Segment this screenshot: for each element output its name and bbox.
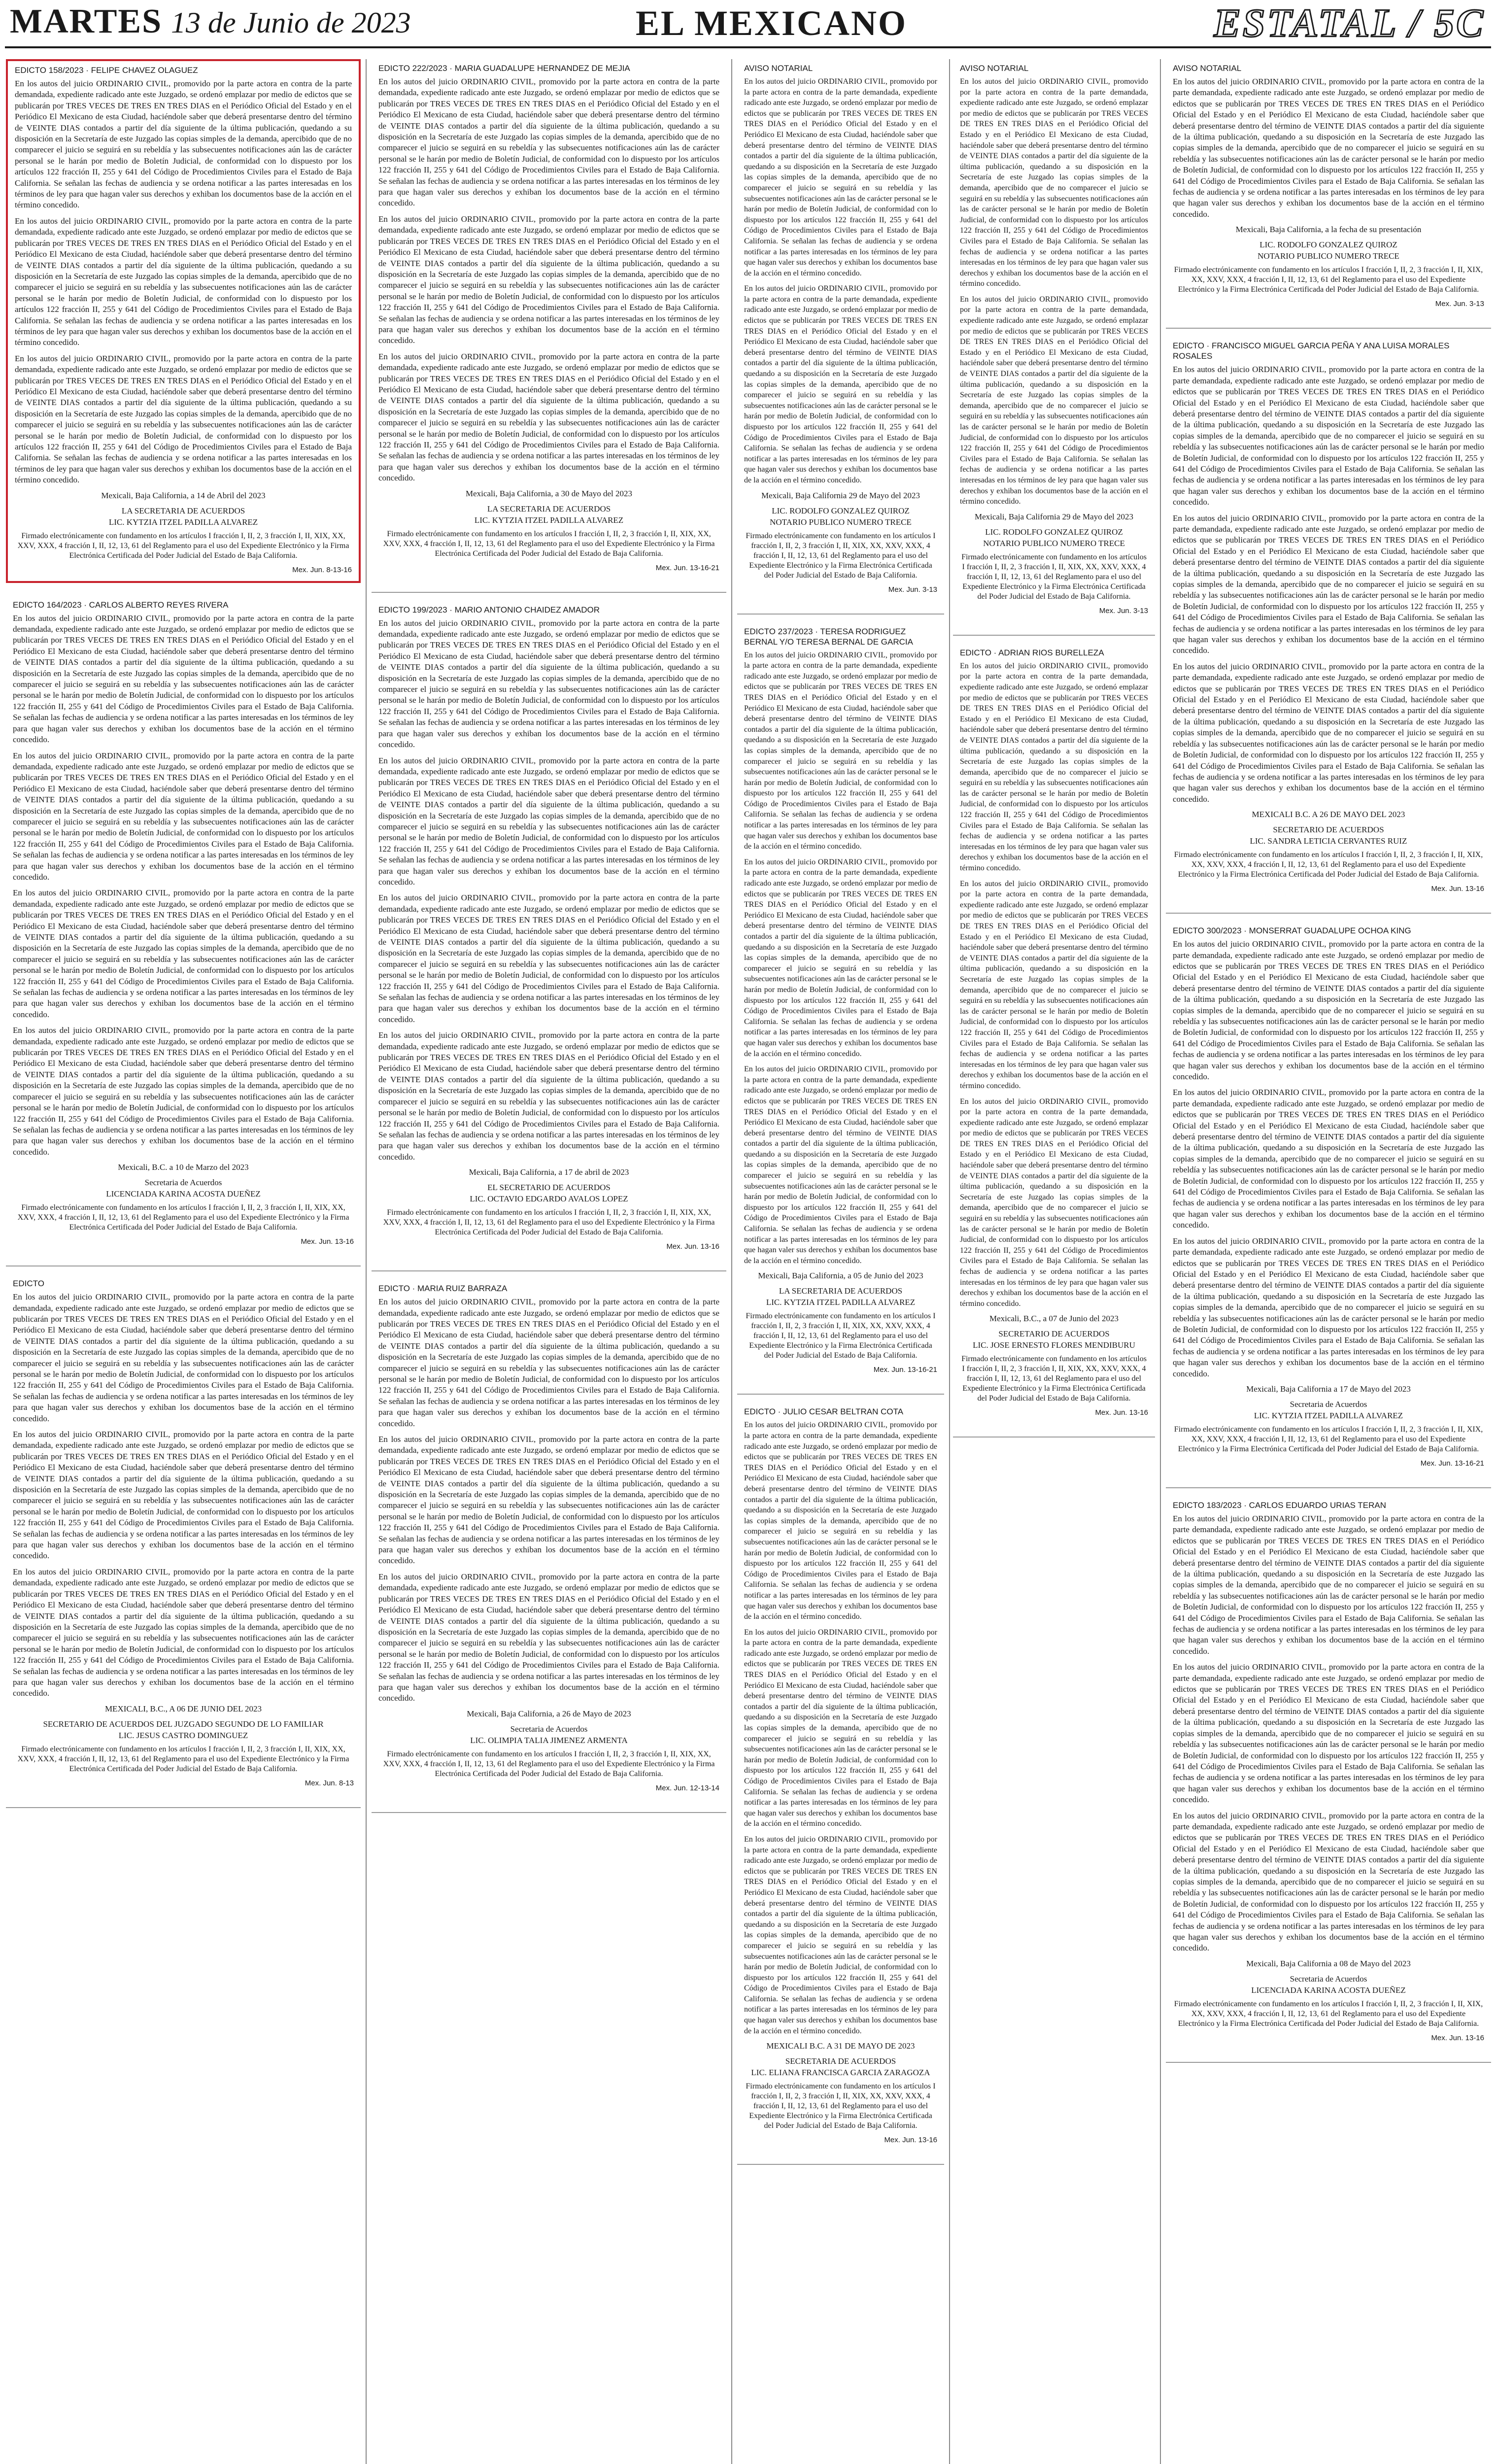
signature-title: Secretaria de Acuerdos xyxy=(1290,1974,1367,1984)
edict-date: Mexicali, Baja California, a 30 de Mayo del 2023 xyxy=(465,488,633,498)
edict-body-paragraph: En los autos del juicio ORDINARIO CIVIL, promovido por la parte actora en contra de la parte demandada, expediente radicado ante este Juzgado, se ordenó emplazar por medio de edictos que se publicarán por TRES VECES DE TRES EN TRES DIAS en el Periódico Oficial del Estado y en el Periódico El Mexicano de esta Ciudad, haciéndole saber que deberá presentarse dentro del término de VEINTE DIAS contados a partir del día siguiente de la última publicación, quedando a su disposición en la Secretaría de este Juzgado las copias simples de la demanda, apercibido que de no comparecer el juicio se seguirá en su rebeldía y las subsecuentes notificaciones aún las de carácter personal se le harán por medio de Boletín Judicial, de conformidad con lo dispuesto por los artículos 122 fracción II, 255 y 641 del Código de Procedimientos Civiles para el Estado de Baja California. Se señalan las fechas de audiencia y se ordena notificar a las partes interesadas en los términos de ley para que hagan valer sus derechos y exhiban los documentos base de la acción en el término concedido. xyxy=(13,751,354,882)
column-1 xyxy=(6,59,361,2464)
edict-divider xyxy=(1166,913,1491,914)
edict-body-paragraph: En los autos del juicio ORDINARIO CIVIL, promovido por la parte actora en contra de la parte demandada, expediente radicado ante este Juzgado, se ordenó emplazar por medio de edictos que se publicarán por TRES VECES DE TRES EN TRES DIAS en el Periódico Oficial del Estado y en el Periódico El Mexicano de esta Ciudad, haciéndole saber que deberá presentarse dentro del término de VEINTE DIAS contados a partir del día siguiente de la última publicación, quedando a su disposición en la Secretaría de este Juzgado las copias simples de la demanda, apercibido que de no comparecer el juicio se seguirá en su rebeldía y las subsecuentes notificaciones aún las de carácter personal se le harán por medio de Boletín Judicial, de conformidad con lo dispuesto por los artículos 122 fracción II, 255 y 641 del Código de Procedimientos Civiles para el Estado de Baja California. Se señalan las fechas de audiencia y se ordena notificar a las partes interesadas en los términos de ley para que hagan valer sus derechos y exhiban los documentos base de la acción en el término concedido. xyxy=(378,893,719,1024)
edict-body-paragraph: En los autos del juicio ORDINARIO CIVIL, promovido por la parte actora en contra de la parte demandada, expediente radicado ante este Juzgado, se ordenó emplazar por medio de edictos que se publicarán por TRES VECES DE TRES EN TRES DIAS en el Periódico Oficial del Estado y en el Periódico El Mexicano de esta Ciudad, haciéndole saber que deberá presentarse dentro del término de VEINTE DIAS contados a partir del día siguiente de la última publicación, quedando a su disposición en la Secretaría de este Juzgado las copias simples de la demanda, apercibido que de no comparecer el juicio se seguirá en su rebeldía y las subsecuentes notificaciones aún las de carácter personal se le harán por medio de Boletín Judicial, de conformidad con lo dispuesto por los artículos 122 fracción II, 255 y 641 del Código de Procedimientos Civiles para el Estado de Baja California. Se señalan las fechas de audiencia y se ordena notificar a las partes interesadas en los términos de ley para que hagan valer sus derechos y exhiban los documentos base de la acción en el término concedido. xyxy=(960,879,1148,1090)
electronic-signature-note: Firmado electrónicamente con fundamento en los artículos I fracción I, II, 2, 3 fracción I, II, XIX, XX, XXV, XXX, 4 fracción I, II, 12, 13, 61 del Reglamento para el uso del Expediente Electrónico y la Firma Electrónica Certificada del Poder Judicial del Estado de Baja California. xyxy=(961,552,1147,601)
signature-title: LIC. RODOLFO GONZALEZ QUIROZ xyxy=(985,527,1123,537)
edict-body-paragraph: En los autos del juicio ORDINARIO CIVIL, promovido por la parte actora en contra de la parte demandada, expediente radicado ante este Juzgado, se ordenó emplazar por medio de edictos que se publicarán por TRES VECES DE TRES EN TRES DIAS en el Periódico Oficial del Estado y en el Periódico El Mexicano de esta Ciudad, haciéndole saber que deberá presentarse dentro del término de VEINTE DIAS contados a partir del día siguiente de la última publicación, quedando a su disposición en la Secretaría de este Juzgado las copias simples de la demanda, apercibido que de no comparecer el juicio se seguirá en su rebeldía y las subsecuentes notificaciones aún las de carácter personal se le harán por medio de Boletín Judicial, de conformidad con lo dispuesto por los artículos 122 fracción II, 255 y 641 del Código de Procedimientos Civiles para el Estado de Baja California. Se señalan las fechas de audiencia y se ordena notificar a las partes interesadas en los términos de ley para que hagan valer sus derechos y exhiban los documentos base de la acción en el término concedido. xyxy=(744,1835,937,2035)
signature-title: LIC. RODOLFO GONZALEZ QUIROZ xyxy=(1259,240,1397,250)
edict-body-paragraph: En los autos del juicio ORDINARIO CIVIL, promovido por la parte actora en contra de la parte demandada, expediente radicado ante este Juzgado, se ordenó emplazar por medio de edictos que se publicarán por TRES VECES DE TRES EN TRES DIAS en el Periódico Oficial del Estado y en el Periódico El Mexicano de esta Ciudad, haciéndole saber que deberá presentarse dentro del término de VEINTE DIAS contados a partir del día siguiente de la última publicación, quedando a su disposición en la Secretaría de este Juzgado las copias simples de la demanda, apercibido que de no comparecer el juicio se seguirá en su rebeldía y las subsecuentes notificaciones aún las de carácter personal se le harán por medio de Boletín Judicial, de conformidad con lo dispuesto por los artículos 122 fracción II, 255 y 641 del Código de Procedimientos Civiles para el Estado de Baja California. Se señalan las fechas de audiencia y se ordena notificar a las partes interesadas en los términos de ley para que hagan valer sus derechos y exhiban los documentos base de la acción en el término concedido. xyxy=(1173,939,1484,1081)
edict-divider xyxy=(953,635,1155,636)
electronic-signature-note: Firmado electrónicamente con fundamento en los artículos I fracción I, II, 2, 3 fracción I, II, XIX, XX, XXV, XXX, 4 fracción I, II, 12, 13, 61 del Reglamento para el uso del Expediente Electrónico y la Firma Electrónica Certificada del Poder Judicial del Estado de Baja California. xyxy=(961,1355,1147,1403)
edict-notice xyxy=(1166,922,1491,1474)
publication-dates: Mex. Jun. 13-16 xyxy=(1095,1408,1148,1417)
edict-header: EDICTO 158/2023 · FELIPE CHAVEZ OLAGUEZ xyxy=(15,66,198,75)
electronic-signature-note: Firmado electrónicamente con fundamento en los artículos I fracción I, II, 2, 3 fracción I, II, XIX, XX, XXV, XXX, 4 fracción I, II, 12, 13, 61 del Reglamento para el uso del Expediente Electrónico y la Firma Electrónica Certificada del Poder Judicial del Estado de Baja California. xyxy=(746,2082,936,2130)
edict-date: Mexicali, Baja California, a 17 de abril de 2023 xyxy=(469,1167,629,1177)
electronic-signature-note: Firmado electrónicamente con fundamento en los artículos I fracción I, II, 2, 3 fracción I, II, XIX, XX, XXV, XXX, 4 fracción I, II, 12, 13, 61 del Reglamento para el uso del Expediente Electrónico y la Firma Electrónica Certificada del Poder Judicial del Estado de Baja California. xyxy=(746,1312,936,1360)
edict-notice xyxy=(1166,1496,1491,2049)
edict-body-paragraph: En los autos del juicio ORDINARIO CIVIL, promovido por la parte actora en contra de la parte demandada, expediente radicado ante este Juzgado, se ordenó emplazar por medio de edictos que se publicarán por TRES VECES DE TRES EN TRES DIAS en el Periódico Oficial del Estado y en el Periódico El Mexicano de esta Ciudad, haciéndole saber que deberá presentarse dentro del término de VEINTE DIAS contados a partir del día siguiente de la última publicación, quedando a su disposición en la Secretaría de este Juzgado las copias simples de la demanda, apercibido que de no comparecer el juicio se seguirá en su rebeldía y las subsecuentes notificaciones aún las de carácter personal se le harán por medio de Boletín Judicial, de conformidad con lo dispuesto por los artículos 122 fracción II, 255 y 641 del Código de Procedimientos Civiles para el Estado de Baja California. Se señalan las fechas de audiencia y se ordena notificar a las partes interesadas en los términos de ley para que hagan valer sus derechos y exhiban los documentos base de la acción en el término concedido. xyxy=(15,353,352,485)
column-rule xyxy=(949,59,950,2464)
electronic-signature-note: Firmado electrónicamente con fundamento en los artículos I fracción I, II, 2, 3 fracción I, II, XIX, XX, XXV, XXX, 4 fracción I, II, 12, 13, 61 del Reglamento para el uso del Expediente Electrónico y la Firma Electrónica Certificada del Poder Judicial del Estado de Baja California. xyxy=(383,1208,715,1237)
signature-name: LIC. KYTZIA ITZEL PADILLA ALVAREZ xyxy=(1254,1410,1403,1420)
publication-dates: Mex. Jun. 8-13-16 xyxy=(292,565,352,574)
column-5 xyxy=(1166,59,1491,2464)
column-rule xyxy=(1160,59,1161,2464)
edict-divider xyxy=(1166,1487,1491,1488)
edict-body-paragraph: En los autos del juicio ORDINARIO CIVIL, promovido por la parte actora en contra de la parte demandada, expediente radicado ante este Juzgado, se ordenó emplazar por medio de edictos que se publicarán por TRES VECES DE TRES EN TRES DIAS en el Periódico Oficial del Estado y en el Periódico El Mexicano de esta Ciudad, haciéndole saber que deberá presentarse dentro del término de VEINTE DIAS contados a partir del día siguiente de la última publicación, quedando a su disposición en la Secretaría de este Juzgado las copias simples de la demanda, apercibido que de no comparecer el juicio se seguirá en su rebeldía y las subsecuentes notificaciones aún las de carácter personal se le harán por medio de Boletín Judicial, de conformidad con lo dispuesto por los artículos 122 fracción II, 255 y 641 del Código de Procedimientos Civiles para el Estado de Baja California. Se señalan las fechas de audiencia y se ordena notificar a las partes interesadas en los términos de ley para que hagan valer sus derechos y exhiban los documentos base de la acción en el término concedido. xyxy=(15,216,352,347)
edict-body-paragraph: En los autos del juicio ORDINARIO CIVIL, promovido por la parte actora en contra de la parte demandada, expediente radicado ante este Juzgado, se ordenó emplazar por medio de edictos que se publicarán por TRES VECES DE TRES EN TRES DIAS en el Periódico Oficial del Estado y en el Periódico El Mexicano de esta Ciudad, haciéndole saber que deberá presentarse dentro del término de VEINTE DIAS contados a partir del día siguiente de la última publicación, quedando a su disposición en la Secretaría de este Juzgado las copias simples de la demanda, apercibido que de no comparecer el juicio se seguirá en su rebeldía y las subsecuentes notificaciones aún las de carácter personal se le harán por medio de Boletín Judicial, de conformidad con lo dispuesto por los artículos 122 fracción II, 255 y 641 del Código de Procedimientos Civiles para el Estado de Baja California. Se señalan las fechas de audiencia y se ordena notificar a las partes interesadas en los términos de ley para que hagan valer sus derechos y exhiban los documentos base de la acción en el término concedido. xyxy=(378,1297,719,1428)
edict-signature xyxy=(744,506,937,527)
edict-body-paragraph: En los autos del juicio ORDINARIO CIVIL, promovido por la parte actora en contra de la parte demandada, expediente radicado ante este Juzgado, se ordenó emplazar por medio de edictos que se publicarán por TRES VECES DE TRES EN TRES DIAS en el Periódico Oficial del Estado y en el Periódico El Mexicano de esta Ciudad, haciéndole saber que deberá presentarse dentro del término de VEINTE DIAS contados a partir del día siguiente de la última publicación, quedando a su disposición en la Secretaría de este Juzgado las copias simples de la demanda, apercibido que de no comparecer el juicio se seguirá en su rebeldía y las subsecuentes notificaciones aún las de carácter personal se le harán por medio de Boletín Judicial, de conformidad con lo dispuesto por los artículos 122 fracción II, 255 y 641 del Código de Procedimientos Civiles para el Estado de Baja California. Se señalan las fechas de audiencia y se ordena notificar a las partes interesadas en los términos de ley para que hagan valer sus derechos y exhiban los documentos base de la acción en el término concedido. xyxy=(1173,1811,1484,1953)
edict-body-paragraph: En los autos del juicio ORDINARIO CIVIL, promovido por la parte actora en contra de la parte demandada, expediente radicado ante este Juzgado, se ordenó emplazar por medio de edictos que se publicarán por TRES VECES DE TRES EN TRES DIAS en el Periódico Oficial del Estado y en el Periódico El Mexicano de esta Ciudad, haciéndole saber que deberá presentarse dentro del término de VEINTE DIAS contados a partir del día siguiente de la última publicación, quedando a su disposición en la Secretaría de este Juzgado las copias simples de la demanda, apercibido que de no comparecer el juicio se seguirá en su rebeldía y las subsecuentes notificaciones aún las de carácter personal se le harán por medio de Boletín Judicial, de conformidad con lo dispuesto por los artículos 122 fracción II, 255 y 641 del Código de Procedimientos Civiles para el Estado de Baja California. Se señalan las fechas de audiencia y se ordena notificar a las partes interesadas en los términos de ley para que hagan valer sus derechos y exhiban los documentos base de la acción en el término concedido. xyxy=(744,284,937,484)
edict-signature xyxy=(960,1329,1148,1350)
edict-body-paragraph: En los autos del juicio ORDINARIO CIVIL, promovido por la parte actora en contra de la parte demandada, expediente radicado ante este Juzgado, se ordenó emplazar por medio de edictos que se publicarán por TRES VECES DE TRES EN TRES DIAS en el Periódico Oficial del Estado y en el Periódico El Mexicano de esta Ciudad, haciéndole saber que deberá presentarse dentro del término de VEINTE DIAS contados a partir del día siguiente de la última publicación, quedando a su disposición en la Secretaría de este Juzgado las copias simples de la demanda, apercibido que de no comparecer el juicio se seguirá en su rebeldía y las subsecuentes notificaciones aún las de carácter personal se le harán por medio de Boletín Judicial, de conformidad con lo dispuesto por los artículos 122 fracción II, 255 y 641 del Código de Procedimientos Civiles para el Estado de Baja California. Se señalan las fechas de audiencia y se ordena notificar a las partes interesadas en los términos de ley para que hagan valer sus derechos y exhiban los documentos base de la acción en el término concedido. xyxy=(960,295,1148,506)
signature-name: NOTARIO PUBLICO NUMERO TRECE xyxy=(770,517,912,527)
edict-body-paragraph: En los autos del juicio ORDINARIO CIVIL, promovido por la parte actora en contra de la parte demandada, expediente radicado ante este Juzgado, se ordenó emplazar por medio de edictos que se publicarán por TRES VECES DE TRES EN TRES DIAS en el Periódico Oficial del Estado y en el Periódico El Mexicano de esta Ciudad, haciéndole saber que deberá presentarse dentro del término de VEINTE DIAS contados a partir del día siguiente de la última publicación, quedando a su disposición en la Secretaría de este Juzgado las copias simples de la demanda, apercibido que de no comparecer el juicio se seguirá en su rebeldía y las subsecuentes notificaciones aún las de carácter personal se le harán por medio de Boletín Judicial, de conformidad con lo dispuesto por los artículos 122 fracción II, 255 y 641 del Código de Procedimientos Civiles para el Estado de Baja California. Se señalan las fechas de audiencia y se ordena notificar a las partes interesadas en los términos de ley para que hagan valer sus derechos y exhiban los documentos base de la acción en el término concedido. xyxy=(744,1421,937,1621)
edict-body-paragraph: En los autos del juicio ORDINARIO CIVIL, promovido por la parte actora en contra de la parte demandada, expediente radicado ante este Juzgado, se ordenó emplazar por medio de edictos que se publicarán por TRES VECES DE TRES EN TRES DIAS en el Periódico Oficial del Estado y en el Periódico El Mexicano de esta Ciudad, haciéndole saber que deberá presentarse dentro del término de VEINTE DIAS contados a partir del día siguiente de la última publicación, quedando a su disposición en la Secretaría de este Juzgado las copias simples de la demanda, apercibido que de no comparecer el juicio se seguirá en su rebeldía y las subsecuentes notificaciones aún las de carácter personal se le harán por medio de Boletín Judicial, de conformidad con lo dispuesto por los artículos 122 fracción II, 255 y 641 del Código de Procedimientos Civiles para el Estado de Baja California. Se señalan las fechas de audiencia y se ordena notificar a las partes interesadas en los términos de ley para que hagan valer sus derechos y exhiban los documentos base de la acción en el término concedido. xyxy=(1173,365,1484,507)
edict-signature xyxy=(13,1177,354,1199)
electronic-signature-note: Firmado electrónicamente con fundamento en los artículos I fracción I, II, 2, 3 fracción I, II, XIX, XX, XXV, XXX, 4 fracción I, II, 12, 13, 61 del Reglamento para el uso del Expediente Electrónico y la Firma Electrónica Certificada del Poder Judicial del Estado de Baja California. xyxy=(1174,266,1483,294)
signature-title: Secretaria de Acuerdos xyxy=(510,1724,588,1734)
edict-notice xyxy=(6,59,361,583)
edict-notice xyxy=(372,59,726,579)
signature-name: LIC. KYTZIA ITZEL PADILLA ALVAREZ xyxy=(108,517,258,527)
edict-notice xyxy=(737,622,944,1381)
edict-notice xyxy=(372,1279,726,1799)
edict-signature xyxy=(960,527,1148,548)
publication-dates: Mex. Jun. 13-16 xyxy=(666,1242,719,1251)
publication-dates: Mex. Jun. 8-13 xyxy=(305,1779,354,1787)
signature-name: LIC. KYTZIA ITZEL PADILLA ALVAREZ xyxy=(474,515,624,525)
edict-signature xyxy=(744,2056,937,2078)
edict-header: EDICTO 183/2023 · CARLOS EDUARDO URIAS TERAN xyxy=(1173,1500,1387,1510)
edict-header: EDICTO 222/2023 · MARIA GUADALUPE HERNANDEZ DE MEJIA xyxy=(378,64,630,73)
signature-name: LIC. OCTAVIO EDGARDO AVALOS LOPEZ xyxy=(470,1194,628,1204)
publication-dates: Mex. Jun. 3-13 xyxy=(1099,606,1148,615)
edict-signature xyxy=(1173,240,1484,261)
edict-header: EDICTO · JULIO CESAR BELTRAN COTA xyxy=(744,1407,904,1417)
edict-divider xyxy=(372,592,726,593)
electronic-signature-note: Firmado electrónicamente con fundamento en los artículos I fracción I, II, 2, 3 fracción I, II, XIX, XX, XXV, XXX, 4 fracción I, II, 12, 13, 61 del Reglamento para el uso del Expediente Electrónico y la Firma Electrónica Certificada del Poder Judicial del Estado de Baja California. xyxy=(383,529,715,558)
edict-header: AVISO NOTARIAL xyxy=(744,64,813,73)
edict-body-paragraph: En los autos del juicio ORDINARIO CIVIL, promovido por la parte actora en contra de la parte demandada, expediente radicado ante este Juzgado, se ordenó emplazar por medio de edictos que se publicarán por TRES VECES DE TRES EN TRES DIAS en el Periódico Oficial del Estado y en el Periódico El Mexicano de esta Ciudad, haciéndole saber que deberá presentarse dentro del término de VEINTE DIAS contados a partir del día siguiente de la última publicación, quedando a su disposición en la Secretaría de este Juzgado las copias simples de la demanda, apercibido que de no comparecer el juicio se seguirá en su rebeldía y las subsecuentes notificaciones aún las de carácter personal se le harán por medio de Boletín Judicial, de conformidad con lo dispuesto por los artículos 122 fracción II, 255 y 641 del Código de Procedimientos Civiles para el Estado de Baja California. Se señalan las fechas de audiencia y se ordena notificar a las partes interesadas en los términos de ley para que hagan valer sus derechos y exhiban los documentos base de la acción en el término concedido. xyxy=(744,650,937,851)
edict-date: Mexicali, Baja California 29 de Mayo del 2023 xyxy=(761,490,920,500)
edict-date: MEXICALI, B.C., A 06 DE JUNIO DEL 2023 xyxy=(104,1704,262,1713)
edict-divider xyxy=(372,1270,726,1271)
edict-date: MEXICALI B.C. A 26 DE MAYO DEL 2023 xyxy=(1252,810,1405,820)
edict-date: Mexicali, B.C. a 10 de Marzo del 2023 xyxy=(118,1163,249,1172)
edict-notice xyxy=(1166,337,1491,900)
edict-date: Mexicali, Baja California a 08 de Mayo del 2023 xyxy=(1246,1958,1411,1968)
signature-name: LIC. OLIMPIA TALIA JIMENEZ ARMENTA xyxy=(470,1735,628,1745)
edict-body-paragraph: En los autos del juicio ORDINARIO CIVIL, promovido por la parte actora en contra de la parte demandada, expediente radicado ante este Juzgado, se ordenó emplazar por medio de edictos que se publicarán por TRES VECES DE TRES EN TRES DIAS en el Periódico Oficial del Estado y en el Periódico El Mexicano de esta Ciudad, haciéndole saber que deberá presentarse dentro del término de VEINTE DIAS contados a partir del día siguiente de la última publicación, quedando a su disposición en la Secretaría de este Juzgado las copias simples de la demanda, apercibido que de no comparecer el juicio se seguirá en su rebeldía y las subsecuentes notificaciones aún las de carácter personal se le harán por medio de Boletín Judicial, de conformidad con lo dispuesto por los artículos 122 fracción II, 255 y 641 del Código de Procedimientos Civiles para el Estado de Baja California. Se señalan las fechas de audiencia y se ordena notificar a las partes interesadas en los términos de ley para que hagan valer sus derechos y exhiban los documentos base de la acción en el término concedido. xyxy=(744,1628,937,1828)
edict-body-paragraph: En los autos del juicio ORDINARIO CIVIL, promovido por la parte actora en contra de la parte demandada, expediente radicado ante este Juzgado, se ordenó emplazar por medio de edictos que se publicarán por TRES VECES DE TRES EN TRES DIAS en el Periódico Oficial del Estado y en el Periódico El Mexicano de esta Ciudad, haciéndole saber que deberá presentarse dentro del término de VEINTE DIAS contados a partir del día siguiente de la última publicación, quedando a su disposición en la Secretaría de este Juzgado las copias simples de la demanda, apercibido que de no comparecer el juicio se seguirá en su rebeldía y las subsecuentes notificaciones aún las de carácter personal se le harán por medio de Boletín Judicial, de conformidad con lo dispuesto por los artículos 122 fracción II, 255 y 641 del Código de Procedimientos Civiles para el Estado de Baja California. Se señalan las fechas de audiencia y se ordena notificar a las partes interesadas en los términos de ley para que hagan valer sus derechos y exhiban los documentos base de la acción en el término concedido. xyxy=(378,351,719,483)
signature-title: Secretaria de Acuerdos xyxy=(1290,1399,1367,1409)
edict-date: Mexicali, Baja California, a la fecha de su presentación xyxy=(1235,225,1422,235)
signature-name: NOTARIO PUBLICO NUMERO TRECE xyxy=(983,538,1125,548)
signature-name: LIC. JOSE ERNESTO FLORES MENDIBURU xyxy=(973,1340,1135,1350)
edict-body-paragraph: En los autos del juicio ORDINARIO CIVIL, promovido por la parte actora en contra de la parte demandada, expediente radicado ante este Juzgado, se ordenó emplazar por medio de edictos que se publicarán por TRES VECES DE TRES EN TRES DIAS en el Periódico Oficial del Estado y en el Periódico El Mexicano de esta Ciudad, haciéndole saber que deberá presentarse dentro del término de VEINTE DIAS contados a partir del día siguiente de la última publicación, quedando a su disposición en la Secretaría de este Juzgado las copias simples de la demanda, apercibido que de no comparecer el juicio se seguirá en su rebeldía y las subsecuentes notificaciones aún las de carácter personal se le harán por medio de Boletín Judicial, de conformidad con lo dispuesto por los artículos 122 fracción II, 255 y 641 del Código de Procedimientos Civiles para el Estado de Baja California. Se señalan las fechas de audiencia y se ordena notificar a las partes interesadas en los términos de ley para que hagan valer sus derechos y exhiban los documentos base de la acción en el término concedido. xyxy=(1173,1088,1484,1230)
edict-date: Mexicali, Baja California, a 14 de Abril del 2023 xyxy=(101,490,266,500)
edict-body-paragraph: En los autos del juicio ORDINARIO CIVIL, promovido por la parte actora en contra de la parte demandada, expediente radicado ante este Juzgado, se ordenó emplazar por medio de edictos que se publicarán por TRES VECES DE TRES EN TRES DIAS en el Periódico Oficial del Estado y en el Periódico El Mexicano de esta Ciudad, haciéndole saber que deberá presentarse dentro del término de VEINTE DIAS contados a partir del día siguiente de la última publicación, quedando a su disposición en la Secretaría de este Juzgado las copias simples de la demanda, apercibido que de no comparecer el juicio se seguirá en su rebeldía y las subsecuentes notificaciones aún las de carácter personal se le harán por medio de Boletín Judicial, de conformidad con lo dispuesto por los artículos 122 fracción II, 255 y 641 del Código de Procedimientos Civiles para el Estado de Baja California. Se señalan las fechas de audiencia y se ordena notificar a las partes interesadas en los términos de ley para que hagan valer sus derechos y exhiban los documentos base de la acción en el término concedido. xyxy=(378,1572,719,1703)
signature-title: LA SECRETARIA DE ACUERDOS xyxy=(121,506,245,515)
edict-body-paragraph: En los autos del juicio ORDINARIO CIVIL, promovido por la parte actora en contra de la parte demandada, expediente radicado ante este Juzgado, se ordenó emplazar por medio de edictos que se publicarán por TRES VECES DE TRES EN TRES DIAS en el Periódico Oficial del Estado y en el Periódico El Mexicano de esta Ciudad, haciéndole saber que deberá presentarse dentro del término de VEINTE DIAS contados a partir del día siguiente de la última publicación, quedando a su disposición en la Secretaría de este Juzgado las copias simples de la demanda, apercibido que de no comparecer el juicio se seguirá en su rebeldía y las subsecuentes notificaciones aún las de carácter personal se le harán por medio de Boletín Judicial, de conformidad con lo dispuesto por los artículos 122 fracción II, 255 y 641 del Código de Procedimientos Civiles para el Estado de Baja California. Se señalan las fechas de audiencia y se ordena notificar a las partes interesadas en los términos de ley para que hagan valer sus derechos y exhiban los documentos base de la acción en el término concedido. xyxy=(1173,1662,1484,1805)
edict-body-paragraph: En los autos del juicio ORDINARIO CIVIL, promovido por la parte actora en contra de la parte demandada, expediente radicado ante este Juzgado, se ordenó emplazar por medio de edictos que se publicarán por TRES VECES DE TRES EN TRES DIAS en el Periódico Oficial del Estado y en el Periódico El Mexicano de esta Ciudad, haciéndole saber que deberá presentarse dentro del término de VEINTE DIAS contados a partir del día siguiente de la última publicación, quedando a su disposición en la Secretaría de este Juzgado las copias simples de la demanda, apercibido que de no comparecer el juicio se seguirá en su rebeldía y las subsecuentes notificaciones aún las de carácter personal se le harán por medio de Boletín Judicial, de conformidad con lo dispuesto por los artículos 122 fracción II, 255 y 641 del Código de Procedimientos Civiles para el Estado de Baja California. Se señalan las fechas de audiencia y se ordena notificar a las partes interesadas en los términos de ley para que hagan valer sus derechos y exhiban los documentos base de la acción en el término concedido. xyxy=(960,1097,1148,1308)
edict-signature xyxy=(378,1182,719,1204)
electronic-signature-note: Firmado electrónicamente con fundamento en los artículos I fracción I, II, 2, 3 fracción I, II, XIX, XX, XXV, XXX, 4 fracción I, II, 12, 13, 61 del Reglamento para el uso del Expediente Electrónico y la Firma Electrónica Certificada del Poder Judicial del Estado de Baja California. xyxy=(1174,851,1483,879)
edict-signature xyxy=(378,504,719,525)
publication-dates: Mex. Jun. 3-13 xyxy=(888,585,937,594)
publication-dates: Mex. Jun. 13-16 xyxy=(884,2136,937,2145)
edict-body-paragraph: En los autos del juicio ORDINARIO CIVIL, promovido por la parte actora en contra de la parte demandada, expediente radicado ante este Juzgado, se ordenó emplazar por medio de edictos que se publicarán por TRES VECES DE TRES EN TRES DIAS en el Periódico Oficial del Estado y en el Periódico El Mexicano de esta Ciudad, haciéndole saber que deberá presentarse dentro del término de VEINTE DIAS contados a partir del día siguiente de la última publicación, quedando a su disposición en la Secretaría de este Juzgado las copias simples de la demanda, apercibido que de no comparecer el juicio se seguirá en su rebeldía y las subsecuentes notificaciones aún las de carácter personal se le harán por medio de Boletín Judicial, de conformidad con lo dispuesto por los artículos 122 fracción II, 255 y 641 del Código de Procedimientos Civiles para el Estado de Baja California. Se señalan las fechas de audiencia y se ordena notificar a las partes interesadas en los términos de ley para que hagan valer sus derechos y exhiban los documentos base de la acción en el término concedido. xyxy=(378,618,719,750)
edict-signature xyxy=(744,1286,937,1307)
edict-signature xyxy=(1173,1399,1484,1421)
column-rule xyxy=(731,59,732,2464)
edict-divider xyxy=(737,614,944,615)
edict-body-paragraph: En los autos del juicio ORDINARIO CIVIL, promovido por la parte actora en contra de la parte demandada, expediente radicado ante este Juzgado, se ordenó emplazar por medio de edictos que se publicarán por TRES VECES DE TRES EN TRES DIAS en el Periódico Oficial del Estado y en el Periódico El Mexicano de esta Ciudad, haciéndole saber que deberá presentarse dentro del término de VEINTE DIAS contados a partir del día siguiente de la última publicación, quedando a su disposición en la Secretaría de este Juzgado las copias simples de la demanda, apercibido que de no comparecer el juicio se seguirá en su rebeldía y las subsecuentes notificaciones aún las de carácter personal se le harán por medio de Boletín Judicial, de conformidad con lo dispuesto por los artículos 122 fracción II, 255 y 641 del Código de Procedimientos Civiles para el Estado de Baja California. Se señalan las fechas de audiencia y se ordena notificar a las partes interesadas en los términos de ley para que hagan valer sus derechos y exhiban los documentos base de la acción en el término concedido. xyxy=(378,755,719,887)
edict-header: EDICTO · MARIA RUIZ BARRAZA xyxy=(378,1284,508,1294)
electronic-signature-note: Firmado electrónicamente con fundamento en los artículos I fracción I, II, 2, 3 fracción I, II, XIX, XX, XXV, XXX, 4 fracción I, II, 12, 13, 61 del Reglamento para el uso del Expediente Electrónico y la Firma Electrónica Certificada del Poder Judicial del Estado de Baja California. xyxy=(17,1745,349,1773)
edict-notice xyxy=(1166,59,1491,315)
edict-body-paragraph: En los autos del juicio ORDINARIO CIVIL, promovido por la parte actora en contra de la parte demandada, expediente radicado ante este Juzgado, se ordenó emplazar por medio de edictos que se publicarán por TRES VECES DE TRES EN TRES DIAS en el Periódico Oficial del Estado y en el Periódico El Mexicano de esta Ciudad, haciéndole saber que deberá presentarse dentro del término de VEINTE DIAS contados a partir del día siguiente de la última publicación, quedando a su disposición en la Secretaría de este Juzgado las copias simples de la demanda, apercibido que de no comparecer el juicio se seguirá en su rebeldía y las subsecuentes notificaciones aún las de carácter personal se le harán por medio de Boletín Judicial, de conformidad con lo dispuesto por los artículos 122 fracción II, 255 y 641 del Código de Procedimientos Civiles para el Estado de Baja California. Se señalan las fechas de audiencia y se ordena notificar a las partes interesadas en los términos de ley para que hagan valer sus derechos y exhiban los documentos base de la acción en el término concedido. xyxy=(1173,513,1484,655)
edict-date: MEXICALI B.C. A 31 DE MAYO DE 2023 xyxy=(766,2041,915,2051)
edict-header: EDICTO 199/2023 · MARIO ANTONIO CHAIDEZ AMADOR xyxy=(378,605,600,615)
signature-title: LA SECRETARIA DE ACUERDOS xyxy=(487,504,611,513)
masthead xyxy=(0,0,1496,47)
edict-header: AVISO NOTARIAL xyxy=(960,64,1029,73)
edict-notice xyxy=(737,59,944,601)
edict-notice xyxy=(6,596,361,1253)
section-name: ESTATAL / 5C xyxy=(1214,0,1485,45)
edict-header: EDICTO xyxy=(13,1279,44,1289)
signature-title: Secretaria de Acuerdos xyxy=(144,1178,222,1188)
edict-divider xyxy=(372,1812,726,1813)
electronic-signature-note: Firmado electrónicamente con fundamento en los artículos I fracción I, II, 2, 3 fracción I, II, XIX, XX, XXV, XXX, 4 fracción I, II, 12, 13, 61 del Reglamento para el uso del Expediente Electrónico y la Firma Electrónica Certificada del Poder Judicial del Estado de Baja California. xyxy=(1174,1999,1483,2028)
edict-body-paragraph: En los autos del juicio ORDINARIO CIVIL, promovido por la parte actora en contra de la parte demandada, expediente radicado ante este Juzgado, se ordenó emplazar por medio de edictos que se publicarán por TRES VECES DE TRES EN TRES DIAS en el Periódico Oficial del Estado y en el Periódico El Mexicano de esta Ciudad, haciéndole saber que deberá presentarse dentro del término de VEINTE DIAS contados a partir del día siguiente de la última publicación, quedando a su disposición en la Secretaría de este Juzgado las copias simples de la demanda, apercibido que de no comparecer el juicio se seguirá en su rebeldía y las subsecuentes notificaciones aún las de carácter personal se le harán por medio de Boletín Judicial, de conformidad con lo dispuesto por los artículos 122 fracción II, 255 y 641 del Código de Procedimientos Civiles para el Estado de Baja California. Se señalan las fechas de audiencia y se ordena notificar a las partes interesadas en los términos de ley para que hagan valer sus derechos y exhiban los documentos base de la acción en el término concedido. xyxy=(15,79,352,210)
edict-divider xyxy=(1166,2062,1491,2063)
edict-body-paragraph: En los autos del juicio ORDINARIO CIVIL, promovido por la parte actora en contra de la parte demandada, expediente radicado ante este Juzgado, se ordenó emplazar por medio de edictos que se publicarán por TRES VECES DE TRES EN TRES DIAS en el Periódico Oficial del Estado y en el Periódico El Mexicano de esta Ciudad, haciéndole saber que deberá presentarse dentro del término de VEINTE DIAS contados a partir del día siguiente de la última publicación, quedando a su disposición en la Secretaría de este Juzgado las copias simples de la demanda, apercibido que de no comparecer el juicio se seguirá en su rebeldía y las subsecuentes notificaciones aún las de carácter personal se le harán por medio de Boletín Judicial, de conformidad con lo dispuesto por los artículos 122 fracción II, 255 y 641 del Código de Procedimientos Civiles para el Estado de Baja California. Se señalan las fechas de audiencia y se ordena notificar a las partes interesadas en los términos de ley para que hagan valer sus derechos y exhiban los documentos base de la acción en el término concedido. xyxy=(13,1292,354,1423)
signature-title: LA SECRETARIA DE ACUERDOS xyxy=(779,1286,903,1296)
issue-day: MARTES xyxy=(10,2,163,40)
edict-body-paragraph: En los autos del juicio ORDINARIO CIVIL, promovido por la parte actora en contra de la parte demandada, expediente radicado ante este Juzgado, se ordenó emplazar por medio de edictos que se publicarán por TRES VECES DE TRES EN TRES DIAS en el Periódico Oficial del Estado y en el Periódico El Mexicano de esta Ciudad, haciéndole saber que deberá presentarse dentro del término de VEINTE DIAS contados a partir del día siguiente de la última publicación, quedando a su disposición en la Secretaría de este Juzgado las copias simples de la demanda, apercibido que de no comparecer el juicio se seguirá en su rebeldía y las subsecuentes notificaciones aún las de carácter personal se le harán por medio de Boletín Judicial, de conformidad con lo dispuesto por los artículos 122 fracción II, 255 y 641 del Código de Procedimientos Civiles para el Estado de Baja California. Se señalan las fechas de audiencia y se ordena notificar a las partes interesadas en los términos de ley para que hagan valer sus derechos y exhiban los documentos base de la acción en el término concedido. xyxy=(1173,661,1484,804)
signature-name: NOTARIO PUBLICO NUMERO TRECE xyxy=(1258,251,1399,261)
edict-notice xyxy=(737,1403,944,2151)
publication-dates: Mex. Jun. 13-16 xyxy=(301,1237,354,1246)
edict-body-paragraph: En los autos del juicio ORDINARIO CIVIL, promovido por la parte actora en contra de la parte demandada, expediente radicado ante este Juzgado, se ordenó emplazar por medio de edictos que se publicarán por TRES VECES DE TRES EN TRES DIAS en el Periódico Oficial del Estado y en el Periódico El Mexicano de esta Ciudad, haciéndole saber que deberá presentarse dentro del término de VEINTE DIAS contados a partir del día siguiente de la última publicación, quedando a su disposición en la Secretaría de este Juzgado las copias simples de la demanda, apercibido que de no comparecer el juicio se seguirá en su rebeldía y las subsecuentes notificaciones aún las de carácter personal se le harán por medio de Boletín Judicial, de conformidad con lo dispuesto por los artículos 122 fracción II, 255 y 641 del Código de Procedimientos Civiles para el Estado de Baja California. Se señalan las fechas de audiencia y se ordena notificar a las partes interesadas en los términos de ley para que hagan valer sus derechos y exhiban los documentos base de la acción en el término concedido. xyxy=(13,1567,354,1698)
edict-body-paragraph: En los autos del juicio ORDINARIO CIVIL, promovido por la parte actora en contra de la parte demandada, expediente radicado ante este Juzgado, se ordenó emplazar por medio de edictos que se publicarán por TRES VECES DE TRES EN TRES DIAS en el Periódico Oficial del Estado y en el Periódico El Mexicano de esta Ciudad, haciéndole saber que deberá presentarse dentro del término de VEINTE DIAS contados a partir del día siguiente de la última publicación, quedando a su disposición en la Secretaría de este Juzgado las copias simples de la demanda, apercibido que de no comparecer el juicio se seguirá en su rebeldía y las subsecuentes notificaciones aún las de carácter personal se le harán por medio de Boletín Judicial, de conformidad con lo dispuesto por los artículos 122 fracción II, 255 y 641 del Código de Procedimientos Civiles para el Estado de Baja California. Se señalan las fechas de audiencia y se ordena notificar a las partes interesadas en los términos de ley para que hagan valer sus derechos y exhiban los documentos base de la acción en el término concedido. xyxy=(378,1435,719,1566)
edict-body-paragraph: En los autos del juicio ORDINARIO CIVIL, promovido por la parte actora en contra de la parte demandada, expediente radicado ante este Juzgado, se ordenó emplazar por medio de edictos que se publicarán por TRES VECES DE TRES EN TRES DIAS en el Periódico Oficial del Estado y en el Periódico El Mexicano de esta Ciudad, haciéndole saber que deberá presentarse dentro del término de VEINTE DIAS contados a partir del día siguiente de la última publicación, quedando a su disposición en la Secretaría de este Juzgado las copias simples de la demanda, apercibido que de no comparecer el juicio se seguirá en su rebeldía y las subsecuentes notificaciones aún las de carácter personal se le harán por medio de Boletín Judicial, de conformidad con lo dispuesto por los artículos 122 fracción II, 255 y 641 del Código de Procedimientos Civiles para el Estado de Baja California. Se señalan las fechas de audiencia y se ordena notificar a las partes interesadas en los términos de ley para que hagan valer sus derechos y exhiban los documentos base de la acción en el término concedido. xyxy=(744,1065,937,1265)
electronic-signature-note: Firmado electrónicamente con fundamento en los artículos I fracción I, II, 2, 3 fracción I, II, XIX, XX, XXV, XXX, 4 fracción I, II, 12, 13, 61 del Reglamento para el uso del Expediente Electrónico y la Firma Electrónica Certificada del Poder Judicial del Estado de Baja California. xyxy=(383,1749,715,1778)
edict-body-paragraph: En los autos del juicio ORDINARIO CIVIL, promovido por la parte actora en contra de la parte demandada, expediente radicado ante este Juzgado, se ordenó emplazar por medio de edictos que se publicarán por TRES VECES DE TRES EN TRES DIAS en el Periódico Oficial del Estado y en el Periódico El Mexicano de esta Ciudad, haciéndole saber que deberá presentarse dentro del término de VEINTE DIAS contados a partir del día siguiente de la última publicación, quedando a su disposición en la Secretaría de este Juzgado las copias simples de la demanda, apercibido que de no comparecer el juicio se seguirá en su rebeldía y las subsecuentes notificaciones aún las de carácter personal se le harán por medio de Boletín Judicial, de conformidad con lo dispuesto por los artículos 122 fracción II, 255 y 641 del Código de Procedimientos Civiles para el Estado de Baja California. Se señalan las fechas de audiencia y se ordena notificar a las partes interesadas en los términos de ley para que hagan valer sus derechos y exhiban los documentos base de la acción en el término concedido. xyxy=(960,661,1148,873)
edict-header: EDICTO 300/2023 · MONSERRAT GUADALUPE OCHOA KING xyxy=(1173,926,1411,936)
edict-body-paragraph: En los autos del juicio ORDINARIO CIVIL, promovido por la parte actora en contra de la parte demandada, expediente radicado ante este Juzgado, se ordenó emplazar por medio de edictos que se publicarán por TRES VECES DE TRES EN TRES DIAS en el Periódico Oficial del Estado y en el Periódico El Mexicano de esta Ciudad, haciéndole saber que deberá presentarse dentro del término de VEINTE DIAS contados a partir del día siguiente de la última publicación, quedando a su disposición en la Secretaría de este Juzgado las copias simples de la demanda, apercibido que de no comparecer el juicio se seguirá en su rebeldía y las subsecuentes notificaciones aún las de carácter personal se le harán por medio de Boletín Judicial, de conformidad con lo dispuesto por los artículos 122 fracción II, 255 y 641 del Código de Procedimientos Civiles para el Estado de Baja California. Se señalan las fechas de audiencia y se ordena notificar a las partes interesadas en los términos de ley para que hagan valer sus derechos y exhiban los documentos base de la acción en el término concedido. xyxy=(744,857,937,1058)
publication-dates: Mex. Jun. 12-13-14 xyxy=(655,1783,719,1792)
edict-body-paragraph: En los autos del juicio ORDINARIO CIVIL, promovido por la parte actora en contra de la parte demandada, expediente radicado ante este Juzgado, se ordenó emplazar por medio de edictos que se publicarán por TRES VECES DE TRES EN TRES DIAS en el Periódico Oficial del Estado y en el Periódico El Mexicano de esta Ciudad, haciéndole saber que deberá presentarse dentro del término de VEINTE DIAS contados a partir del día siguiente de la última publicación, quedando a su disposición en la Secretaría de este Juzgado las copias simples de la demanda, apercibido que de no comparecer el juicio se seguirá en su rebeldía y las subsecuentes notificaciones aún las de carácter personal se le harán por medio de Boletín Judicial, de conformidad con lo dispuesto por los artículos 122 fracción II, 255 y 641 del Código de Procedimientos Civiles para el Estado de Baja California. Se señalan las fechas de audiencia y se ordena notificar a las partes interesadas en los términos de ley para que hagan valer sus derechos y exhiban los documentos base de la acción en el término concedido. xyxy=(13,1026,354,1157)
column-rule xyxy=(366,59,367,2464)
masthead-rule xyxy=(5,46,1491,48)
publication-dates: Mex. Jun. 13-16-21 xyxy=(1420,1459,1484,1468)
issue-date: 13 de Junio de 2023 xyxy=(171,6,411,39)
issue-date-line xyxy=(10,2,411,41)
electronic-signature-note: Firmado electrónicamente con fundamento en los artículos I fracción I, II, 2, 3 fracción I, II, XIX, XX, XXV, XXX, 4 fracción I, II, 12, 13, 61 del Reglamento para el uso del Expediente Electrónico y la Firma Electrónica Certificada del Poder Judicial del Estado de Baja California. xyxy=(17,1203,349,1232)
publication-dates: Mex. Jun. 13-16 xyxy=(1431,2033,1484,2042)
signature-name: LICENCIADA KARINA ACOSTA DUEÑEZ xyxy=(1251,1985,1406,1995)
electronic-signature-note: Firmado electrónicamente con fundamento en los artículos I fracción I, II, 2, 3 fracción I, II, XIX, XX, XXV, XXX, 4 fracción I, II, 12, 13, 61 del Reglamento para el uso del Expediente Electrónico y la Firma Electrónica Certificada del Poder Judicial del Estado de Baja California. xyxy=(746,531,936,580)
edict-date: Mexicali, Baja California 29 de Mayo del 2023 xyxy=(975,512,1133,521)
publication-dates: Mex. Jun. 3-13 xyxy=(1435,300,1484,308)
edict-divider xyxy=(6,1807,361,1808)
signature-name: LIC. JESUS CASTRO DOMINGUEZ xyxy=(118,1730,248,1740)
edict-body-paragraph: En los autos del juicio ORDINARIO CIVIL, promovido por la parte actora en contra de la parte demandada, expediente radicado ante este Juzgado, se ordenó emplazar por medio de edictos que se publicarán por TRES VECES DE TRES EN TRES DIAS en el Periódico Oficial del Estado y en el Periódico El Mexicano de esta Ciudad, haciéndole saber que deberá presentarse dentro del término de VEINTE DIAS contados a partir del día siguiente de la última publicación, quedando a su disposición en la Secretaría de este Juzgado las copias simples de la demanda, apercibido que de no comparecer el juicio se seguirá en su rebeldía y las subsecuentes notificaciones aún las de carácter personal se le harán por medio de Boletín Judicial, de conformidad con lo dispuesto por los artículos 122 fracción II, 255 y 641 del Código de Procedimientos Civiles para el Estado de Baja California. Se señalan las fechas de audiencia y se ordena notificar a las partes interesadas en los términos de ley para que hagan valer sus derechos y exhiban los documentos base de la acción en el término concedido. xyxy=(13,1430,354,1561)
publication-dates: Mex. Jun. 13-16-21 xyxy=(655,563,719,572)
edict-signature xyxy=(13,1719,354,1741)
signature-title: EL SECRETARIO DE ACUERDOS xyxy=(487,1183,611,1193)
edict-notice xyxy=(372,601,726,1258)
edict-header: EDICTO · FRANCISCO MIGUEL GARCIA PEÑA Y ANA LUISA MORALES ROSALES xyxy=(1173,341,1450,361)
edict-header: EDICTO 164/2023 · CARLOS ALBERTO REYES RIVERA xyxy=(13,600,229,610)
edict-signature xyxy=(1173,1974,1484,1995)
column-3 xyxy=(737,59,944,2464)
signature-title: SECRETARIA DE ACUERDOS xyxy=(785,2056,896,2066)
edict-date: Mexicali, Baja California, a 05 de Junio del 2023 xyxy=(758,1271,923,1281)
edict-date: Mexicali, B.C., a 07 de Junio del 2023 xyxy=(989,1314,1119,1324)
edict-body-paragraph: En los autos del juicio ORDINARIO CIVIL, promovido por la parte actora en contra de la parte demandada, expediente radicado ante este Juzgado, se ordenó emplazar por medio de edictos que se publicarán por TRES VECES DE TRES EN TRES DIAS en el Periódico Oficial del Estado y en el Periódico El Mexicano de esta Ciudad, haciéndole saber que deberá presentarse dentro del término de VEINTE DIAS contados a partir del día siguiente de la última publicación, quedando a su disposición en la Secretaría de este Juzgado las copias simples de la demanda, apercibido que de no comparecer el juicio se seguirá en su rebeldía y las subsecuentes notificaciones aún las de carácter personal se le harán por medio de Boletín Judicial, de conformidad con lo dispuesto por los artículos 122 fracción II, 255 y 641 del Código de Procedimientos Civiles para el Estado de Baja California. Se señalan las fechas de audiencia y se ordena notificar a las partes interesadas en los términos de ley para que hagan valer sus derechos y exhiban los documentos base de la acción en el término concedido. xyxy=(13,888,354,1019)
edict-body-paragraph: En los autos del juicio ORDINARIO CIVIL, promovido por la parte actora en contra de la parte demandada, expediente radicado ante este Juzgado, se ordenó emplazar por medio de edictos que se publicarán por TRES VECES DE TRES EN TRES DIAS en el Periódico Oficial del Estado y en el Periódico El Mexicano de esta Ciudad, haciéndole saber que deberá presentarse dentro del término de VEINTE DIAS contados a partir del día siguiente de la última publicación, quedando a su disposición en la Secretaría de este Juzgado las copias simples de la demanda, apercibido que de no comparecer el juicio se seguirá en su rebeldía y las subsecuentes notificaciones aún las de carácter personal se le harán por medio de Boletín Judicial, de conformidad con lo dispuesto por los artículos 122 fracción II, 255 y 641 del Código de Procedimientos Civiles para el Estado de Baja California. Se señalan las fechas de audiencia y se ordena notificar a las partes interesadas en los términos de ley para que hagan valer sus derechos y exhiban los documentos base de la acción en el término concedido. xyxy=(1173,1236,1484,1378)
edict-notice xyxy=(6,1274,361,1794)
edict-body-paragraph: En los autos del juicio ORDINARIO CIVIL, promovido por la parte actora en contra de la parte demandada, expediente radicado ante este Juzgado, se ordenó emplazar por medio de edictos que se publicarán por TRES VECES DE TRES EN TRES DIAS en el Periódico Oficial del Estado y en el Periódico El Mexicano de esta Ciudad, haciéndole saber que deberá presentarse dentro del término de VEINTE DIAS contados a partir del día siguiente de la última publicación, quedando a su disposición en la Secretaría de este Juzgado las copias simples de la demanda, apercibido que de no comparecer el juicio se seguirá en su rebeldía y las subsecuentes notificaciones aún las de carácter personal se le harán por medio de Boletín Judicial, de conformidad con lo dispuesto por los artículos 122 fracción II, 255 y 641 del Código de Procedimientos Civiles para el Estado de Baja California. Se señalan las fechas de audiencia y se ordena notificar a las partes interesadas en los términos de ley para que hagan valer sus derechos y exhiban los documentos base de la acción en el término concedido. xyxy=(960,77,1148,288)
edict-notice xyxy=(953,59,1155,622)
signature-name: LIC. KYTZIA ITZEL PADILLA ALVAREZ xyxy=(766,1298,916,1307)
signature-title: SECRETARIO DE ACUERDOS DEL JUZGADO SEGUNDO DE LO FAMILIAR xyxy=(43,1719,324,1729)
signature-title: SECRETARIO DE ACUERDOS xyxy=(998,1329,1110,1339)
edict-body-paragraph: En los autos del juicio ORDINARIO CIVIL, promovido por la parte actora en contra de la parte demandada, expediente radicado ante este Juzgado, se ordenó emplazar por medio de edictos que se publicarán por TRES VECES DE TRES EN TRES DIAS en el Periódico Oficial del Estado y en el Periódico El Mexicano de esta Ciudad, haciéndole saber que deberá presentarse dentro del término de VEINTE DIAS contados a partir del día siguiente de la última publicación, quedando a su disposición en la Secretaría de este Juzgado las copias simples de la demanda, apercibido que de no comparecer el juicio se seguirá en su rebeldía y las subsecuentes notificaciones aún las de carácter personal se le harán por medio de Boletín Judicial, de conformidad con lo dispuesto por los artículos 122 fracción II, 255 y 641 del Código de Procedimientos Civiles para el Estado de Baja California. Se señalan las fechas de audiencia y se ordena notificar a las partes interesadas en los términos de ley para que hagan valer sus derechos y exhiban los documentos base de la acción en el término concedido. xyxy=(378,214,719,345)
signature-name: LIC. ELIANA FRANCISCA GARCIA ZARAGOZA xyxy=(751,2068,930,2078)
publication-dates: Mex. Jun. 13-16-21 xyxy=(873,1366,937,1374)
edict-header: EDICTO 237/2023 · TERESA RODRIGUEZ BERNAL Y/O TERESA BERNAL DE GARCIA xyxy=(744,626,913,647)
edict-signature xyxy=(15,506,352,527)
edict-signature xyxy=(1173,824,1484,846)
edict-date: Mexicali, Baja California, a 26 de Mayo de 2023 xyxy=(467,1709,631,1718)
electronic-signature-note: Firmado electrónicamente con fundamento en los artículos I fracción I, II, 2, 3 fracción I, II, XIX, XX, XXV, XXX, 4 fracción I, II, 12, 13, 61 del Reglamento para el uso del Expediente Electrónico y la Firma Electrónica Certificada del Poder Judicial del Estado de Baja California. xyxy=(1174,1425,1483,1453)
edict-header: EDICTO · ADRIAN RIOS BURELLEZA xyxy=(960,648,1104,657)
edict-divider xyxy=(737,1394,944,1395)
edict-header: AVISO NOTARIAL xyxy=(1173,64,1242,73)
newspaper-name: EL MEXICANO xyxy=(636,3,908,43)
edict-divider xyxy=(737,2164,944,2165)
edict-body-paragraph: En los autos del juicio ORDINARIO CIVIL, promovido por la parte actora en contra de la parte demandada, expediente radicado ante este Juzgado, se ordenó emplazar por medio de edictos que se publicarán por TRES VECES DE TRES EN TRES DIAS en el Periódico Oficial del Estado y en el Periódico El Mexicano de esta Ciudad, haciéndole saber que deberá presentarse dentro del término de VEINTE DIAS contados a partir del día siguiente de la última publicación, quedando a su disposición en la Secretaría de este Juzgado las copias simples de la demanda, apercibido que de no comparecer el juicio se seguirá en su rebeldía y las subsecuentes notificaciones aún las de carácter personal se le harán por medio de Boletín Judicial, de conformidad con lo dispuesto por los artículos 122 fracción II, 255 y 641 del Código de Procedimientos Civiles para el Estado de Baja California. Se señalan las fechas de audiencia y se ordena notificar a las partes interesadas en los términos de ley para que hagan valer sus derechos y exhiban los documentos base de la acción en el término concedido. xyxy=(1173,1513,1484,1656)
column-2 xyxy=(372,59,726,2464)
column-4 xyxy=(953,59,1155,2464)
edict-body-paragraph: En los autos del juicio ORDINARIO CIVIL, promovido por la parte actora en contra de la parte demandada, expediente radicado ante este Juzgado, se ordenó emplazar por medio de edictos que se publicarán por TRES VECES DE TRES EN TRES DIAS en el Periódico Oficial del Estado y en el Periódico El Mexicano de esta Ciudad, haciéndole saber que deberá presentarse dentro del término de VEINTE DIAS contados a partir del día siguiente de la última publicación, quedando a su disposición en la Secretaría de este Juzgado las copias simples de la demanda, apercibido que de no comparecer el juicio se seguirá en su rebeldía y las subsecuentes notificaciones aún las de carácter personal se le harán por medio de Boletín Judicial, de conformidad con lo dispuesto por los artículos 122 fracción II, 255 y 641 del Código de Procedimientos Civiles para el Estado de Baja California. Se señalan las fechas de audiencia y se ordena notificar a las partes interesadas en los términos de ley para que hagan valer sus derechos y exhiban los documentos base de la acción en el término concedido. xyxy=(13,613,354,745)
edict-body-paragraph: En los autos del juicio ORDINARIO CIVIL, promovido por la parte actora en contra de la parte demandada, expediente radicado ante este Juzgado, se ordenó emplazar por medio de edictos que se publicarán por TRES VECES DE TRES EN TRES DIAS en el Periódico Oficial del Estado y en el Periódico El Mexicano de esta Ciudad, haciéndole saber que deberá presentarse dentro del término de VEINTE DIAS contados a partir del día siguiente de la última publicación, quedando a su disposición en la Secretaría de este Juzgado las copias simples de la demanda, apercibido que de no comparecer el juicio se seguirá en su rebeldía y las subsecuentes notificaciones aún las de carácter personal se le harán por medio de Boletín Judicial, de conformidad con lo dispuesto por los artículos 122 fracción II, 255 y 641 del Código de Procedimientos Civiles para el Estado de Baja California. Se señalan las fechas de audiencia y se ordena notificar a las partes interesadas en los términos de ley para que hagan valer sus derechos y exhiban los documentos base de la acción en el término concedido. xyxy=(378,77,719,208)
edict-divider xyxy=(1166,328,1491,329)
edict-date: Mexicali, Baja California a 17 de Mayo del 2023 xyxy=(1246,1384,1411,1394)
electronic-signature-note: Firmado electrónicamente con fundamento en los artículos I fracción I, II, 2, 3 fracción I, II, XIX, XX, XXV, XXX, 4 fracción I, II, 12, 13, 61 del Reglamento para el uso del Expediente Electrónico y la Firma Electrónica Certificada del Poder Judicial del Estado de Baja California. xyxy=(17,531,349,560)
publication-dates: Mex. Jun. 13-16 xyxy=(1431,885,1484,893)
edict-body-paragraph: En los autos del juicio ORDINARIO CIVIL, promovido por la parte actora en contra de la parte demandada, expediente radicado ante este Juzgado, se ordenó emplazar por medio de edictos que se publicarán por TRES VECES DE TRES EN TRES DIAS en el Periódico Oficial del Estado y en el Periódico El Mexicano de esta Ciudad, haciéndole saber que deberá presentarse dentro del término de VEINTE DIAS contados a partir del día siguiente de la última publicación, quedando a su disposición en la Secretaría de este Juzgado las copias simples de la demanda, apercibido que de no comparecer el juicio se seguirá en su rebeldía y las subsecuentes notificaciones aún las de carácter personal se le harán por medio de Boletín Judicial, de conformidad con lo dispuesto por los artículos 122 fracción II, 255 y 641 del Código de Procedimientos Civiles para el Estado de Baja California. Se señalan las fechas de audiencia y se ordena notificar a las partes interesadas en los términos de ley para que hagan valer sus derechos y exhiban los documentos base de la acción en el término concedido. xyxy=(744,77,937,277)
signature-title: SECRETARIO DE ACUERDOS xyxy=(1273,825,1384,835)
edict-notice xyxy=(953,644,1155,1424)
edict-body-paragraph: En los autos del juicio ORDINARIO CIVIL, promovido por la parte actora en contra de la parte demandada, expediente radicado ante este Juzgado, se ordenó emplazar por medio de edictos que se publicarán por TRES VECES DE TRES EN TRES DIAS en el Periódico Oficial del Estado y en el Periódico El Mexicano de esta Ciudad, haciéndole saber que deberá presentarse dentro del término de VEINTE DIAS contados a partir del día siguiente de la última publicación, quedando a su disposición en la Secretaría de este Juzgado las copias simples de la demanda, apercibido que de no comparecer el juicio se seguirá en su rebeldía y las subsecuentes notificaciones aún las de carácter personal se le harán por medio de Boletín Judicial, de conformidad con lo dispuesto por los artículos 122 fracción II, 255 y 641 del Código de Procedimientos Civiles para el Estado de Baja California. Se señalan las fechas de audiencia y se ordena notificar a las partes interesadas en los términos de ley para que hagan valer sus derechos y exhiban los documentos base de la acción en el término concedido. xyxy=(1173,77,1484,219)
signature-name: LICENCIADA KARINA ACOSTA DUEÑEZ xyxy=(106,1189,261,1199)
edict-body-paragraph: En los autos del juicio ORDINARIO CIVIL, promovido por la parte actora en contra de la parte demandada, expediente radicado ante este Juzgado, se ordenó emplazar por medio de edictos que se publicarán por TRES VECES DE TRES EN TRES DIAS en el Periódico Oficial del Estado y en el Periódico El Mexicano de esta Ciudad, haciéndole saber que deberá presentarse dentro del término de VEINTE DIAS contados a partir del día siguiente de la última publicación, quedando a su disposición en la Secretaría de este Juzgado las copias simples de la demanda, apercibido que de no comparecer el juicio se seguirá en su rebeldía y las subsecuentes notificaciones aún las de carácter personal se le harán por medio de Boletín Judicial, de conformidad con lo dispuesto por los artículos 122 fracción II, 255 y 641 del Código de Procedimientos Civiles para el Estado de Baja California. Se señalan las fechas de audiencia y se ordena notificar a las partes interesadas en los términos de ley para que hagan valer sus derechos y exhiban los documentos base de la acción en el término concedido. xyxy=(378,1030,719,1162)
signature-title: LIC. RODOLFO GONZALEZ QUIROZ xyxy=(772,506,910,515)
edict-signature xyxy=(378,1724,719,1745)
signature-name: LIC. SANDRA LETICIA CERVANTES RUIZ xyxy=(1250,836,1407,846)
